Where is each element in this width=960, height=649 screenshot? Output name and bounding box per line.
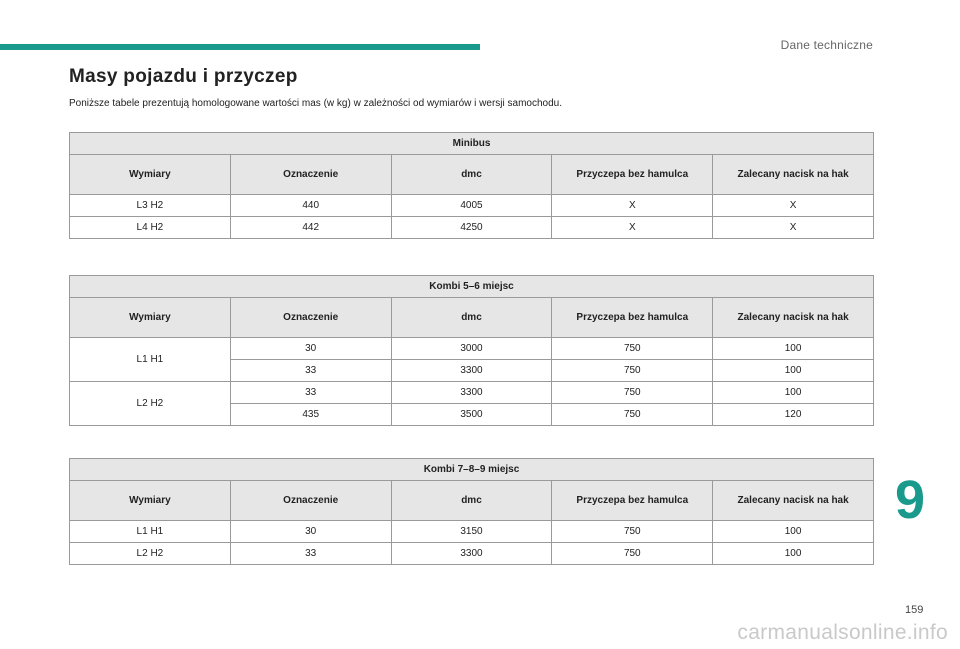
column-header-dmc: dmc	[391, 298, 552, 338]
intro-text: Poniższe tabele prezentują homologowane wartości mas (w kg) w zależności od wymiarów i wersji samochodu.	[69, 98, 562, 109]
cell-oznaczenie: 440	[230, 195, 391, 217]
watermark: carmanualsonline.info	[737, 621, 948, 644]
cell-oznaczenie: 30	[230, 521, 391, 543]
cell-hitch-load: 100	[713, 521, 874, 543]
cell-oznaczenie: 33	[230, 360, 391, 382]
page-number: 159	[905, 604, 924, 616]
cell-trailer-unbraked: X	[552, 195, 713, 217]
chapter-tab	[881, 470, 939, 530]
table-row	[70, 217, 874, 239]
column-header-dmc: dmc	[391, 481, 552, 521]
column-header-trailer-unbraked: Przyczepa bez hamulca	[552, 155, 713, 195]
table-row	[70, 382, 874, 404]
chapter-number: 9	[894, 470, 926, 530]
column-header-trailer-unbraked: Przyczepa bez hamulca	[552, 481, 713, 521]
table-title: Minibus	[70, 133, 874, 155]
cell-hitch-load: X	[713, 217, 874, 239]
cell-trailer-unbraked: 750	[552, 543, 713, 565]
cell-dmc: 4005	[391, 195, 552, 217]
cell-wymiary: L1 H1	[70, 521, 231, 543]
column-header-hitch-load: Zalecany nacisk na hak	[713, 481, 874, 521]
cell-trailer-unbraked: 750	[552, 404, 713, 426]
column-header-dmc: dmc	[391, 155, 552, 195]
cell-hitch-load: 120	[713, 404, 874, 426]
table-title: Kombi 5–6 miejsc	[70, 276, 874, 298]
table-row	[70, 521, 874, 543]
cell-trailer-unbraked: 750	[552, 360, 713, 382]
cell-oznaczenie: 435	[230, 404, 391, 426]
mass-table-kombi-5-6	[69, 275, 874, 426]
table-row	[70, 195, 874, 217]
table-row	[70, 338, 874, 360]
cell-wymiary: L3 H2	[70, 195, 231, 217]
cell-dmc: 3300	[391, 382, 552, 404]
column-header-oznaczenie: Oznaczenie	[230, 298, 391, 338]
column-header-oznaczenie: Oznaczenie	[230, 155, 391, 195]
column-header-wymiary: Wymiary	[70, 155, 231, 195]
column-header-wymiary: Wymiary	[70, 298, 231, 338]
column-header-trailer-unbraked: Przyczepa bez hamulca	[552, 298, 713, 338]
cell-trailer-unbraked: 750	[552, 338, 713, 360]
cell-dmc: 3150	[391, 521, 552, 543]
cell-oznaczenie: 33	[230, 543, 391, 565]
column-header-hitch-load: Zalecany nacisk na hak	[713, 155, 874, 195]
header-accent-bar	[0, 44, 480, 50]
cell-oznaczenie: 33	[230, 382, 391, 404]
cell-dmc: 3300	[391, 360, 552, 382]
cell-oznaczenie: 30	[230, 338, 391, 360]
cell-oznaczenie: 442	[230, 217, 391, 239]
cell-hitch-load: 100	[713, 543, 874, 565]
cell-hitch-load: 100	[713, 382, 874, 404]
cell-dmc: 3000	[391, 338, 552, 360]
cell-dmc: 3500	[391, 404, 552, 426]
cell-trailer-unbraked: 750	[552, 521, 713, 543]
table-row	[70, 543, 874, 565]
column-header-hitch-load: Zalecany nacisk na hak	[713, 298, 874, 338]
cell-hitch-load: 100	[713, 360, 874, 382]
mass-table-kombi-7-8-9	[69, 458, 874, 565]
cell-dmc: 4250	[391, 217, 552, 239]
column-header-wymiary: Wymiary	[70, 481, 231, 521]
cell-wymiary: L4 H2	[70, 217, 231, 239]
cell-wymiary: L1 H1	[70, 338, 231, 382]
page-title: Masy pojazdu i przyczep	[69, 66, 298, 87]
section-title: Dane techniczne	[780, 38, 873, 52]
mass-table-minibus	[69, 132, 874, 239]
cell-wymiary: L2 H2	[70, 543, 231, 565]
column-header-oznaczenie: Oznaczenie	[230, 481, 391, 521]
cell-wymiary: L2 H2	[70, 382, 231, 426]
cell-trailer-unbraked: X	[552, 217, 713, 239]
cell-trailer-unbraked: 750	[552, 382, 713, 404]
cell-hitch-load: 100	[713, 338, 874, 360]
cell-dmc: 3300	[391, 543, 552, 565]
table-title: Kombi 7–8–9 miejsc	[70, 459, 874, 481]
cell-hitch-load: X	[713, 195, 874, 217]
